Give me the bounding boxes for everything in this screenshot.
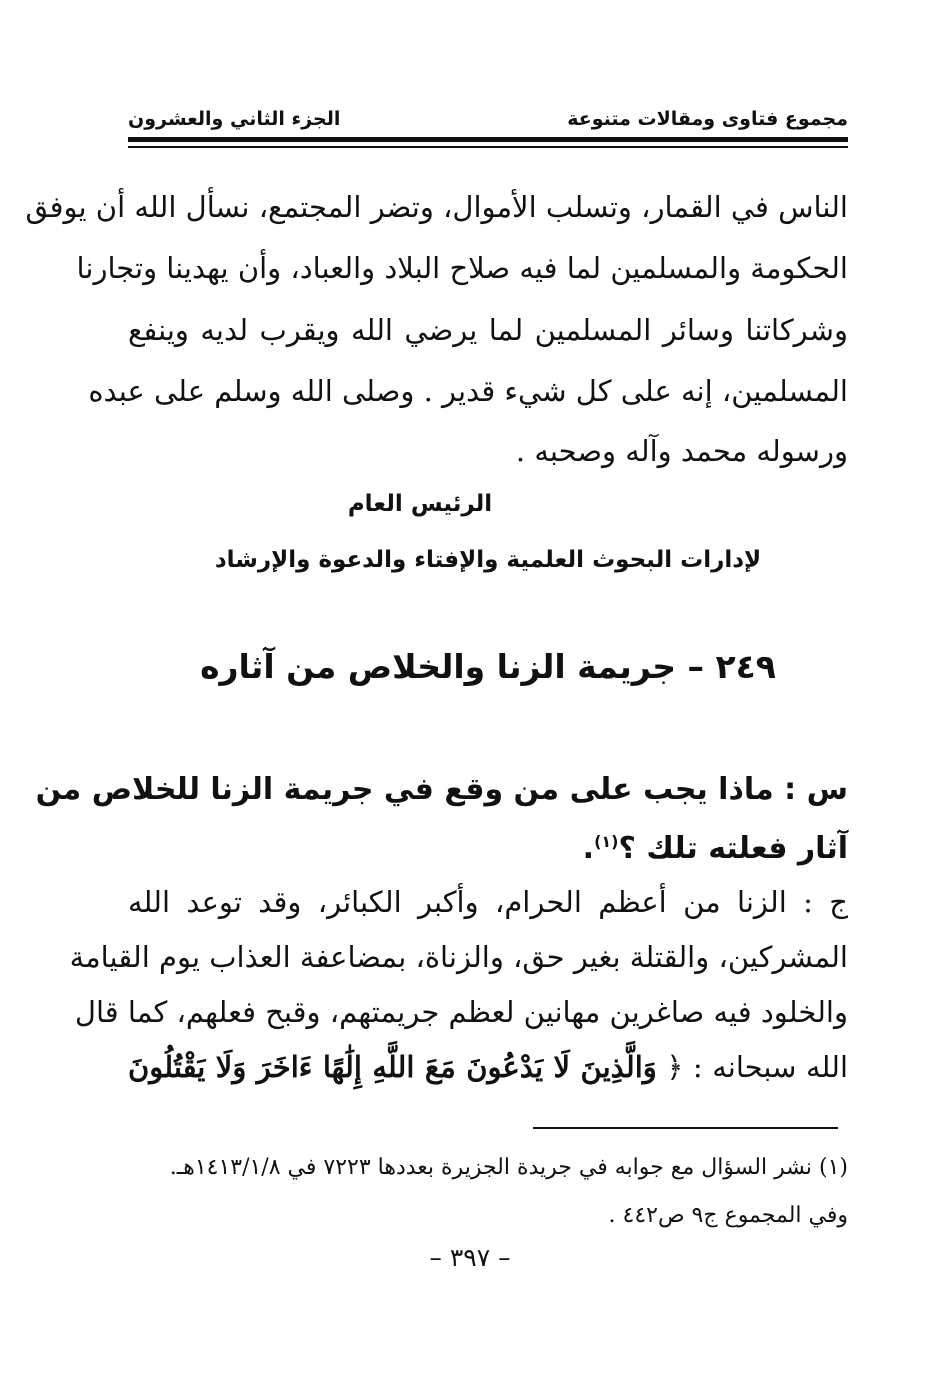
footnote-line: وفي المجموع ج٩ ص٤٤٢ . <box>608 1203 848 1228</box>
intro-line: المسلمين، إنه على كل شيء قدير . وصلى الله وسلم على عبده <box>88 374 848 408</box>
header-rule-thin <box>128 146 848 148</box>
answer-line-last <box>128 1047 848 1087</box>
intro-line: ورسوله محمد وآله وصحبه . <box>515 434 848 468</box>
answer-line: والخلود فيه صاغرين مهانين لعظم جريمتهم، وقبح فعلهم، كما قال <box>74 995 848 1029</box>
answer-prefix: الله سبحانه : ﴿ <box>666 1050 849 1084</box>
page-number: – ٣٩٧ – <box>429 1243 511 1272</box>
volume-label: الجزء الثاني والعشرون <box>128 108 341 130</box>
footnote-reference: (١) <box>594 832 619 851</box>
header-rule-thick <box>128 137 848 142</box>
question-line: س : ماذا يجب على من وقع في جريمة الزنا للخلاص من <box>35 772 848 807</box>
quran-verse: وَالَّذِينَ لَا يَدْعُونَ مَعَ اللَّهِ إِلَٰهًا ءَاخَرَ وَلَا يَقْتُلُونَ <box>128 1050 657 1084</box>
intro-line: الحكومة والمسلمين لما فيه صلاح البلاد والعباد، وأن يهدينا وتجارنا <box>76 251 848 285</box>
answer-line: المشركين، والقتلة بغير حق، والزناة، بمضاعفة العذاب يوم القيامة <box>69 940 848 974</box>
footnote-line: (١) نشر السؤال مع جوابه في جريدة الجزيرة بعددها ٧٢٢٣ في ١٤١٣/١/٨هـ. <box>169 1155 848 1180</box>
section-title: ٢٤٩ – جريمة الزنا والخلاص من آثاره <box>200 647 776 686</box>
intro-line: وشركاتنا وسائر المسلمين لما يرضي الله ويقرب لديه وينفع <box>128 313 848 347</box>
intro-line: الناس في القمار، وتسلب الأموال، وتضر المجتمع، نسأل الله أن يوفق <box>25 190 848 224</box>
answer-line: ج : الزنا من أعظم الحرام، وأكبر الكبائر، وقد توعد الله <box>128 885 848 919</box>
signature-office: لإدارات البحوث العلمية والإفتاء والدعوة والإرشاد <box>214 547 762 573</box>
question-text: آثار فعلته تلك ؟ <box>618 831 848 866</box>
question-line-2: آثار فعلته تلك ؟$^{(١)}$. <box>582 831 848 866</box>
signature-title: الرئيس العام <box>347 491 493 517</box>
footnote-separator <box>533 1127 838 1129</box>
running-header <box>128 98 848 130</box>
book-title: مجموع فتاوى ومقالات متنوعة <box>567 108 848 130</box>
